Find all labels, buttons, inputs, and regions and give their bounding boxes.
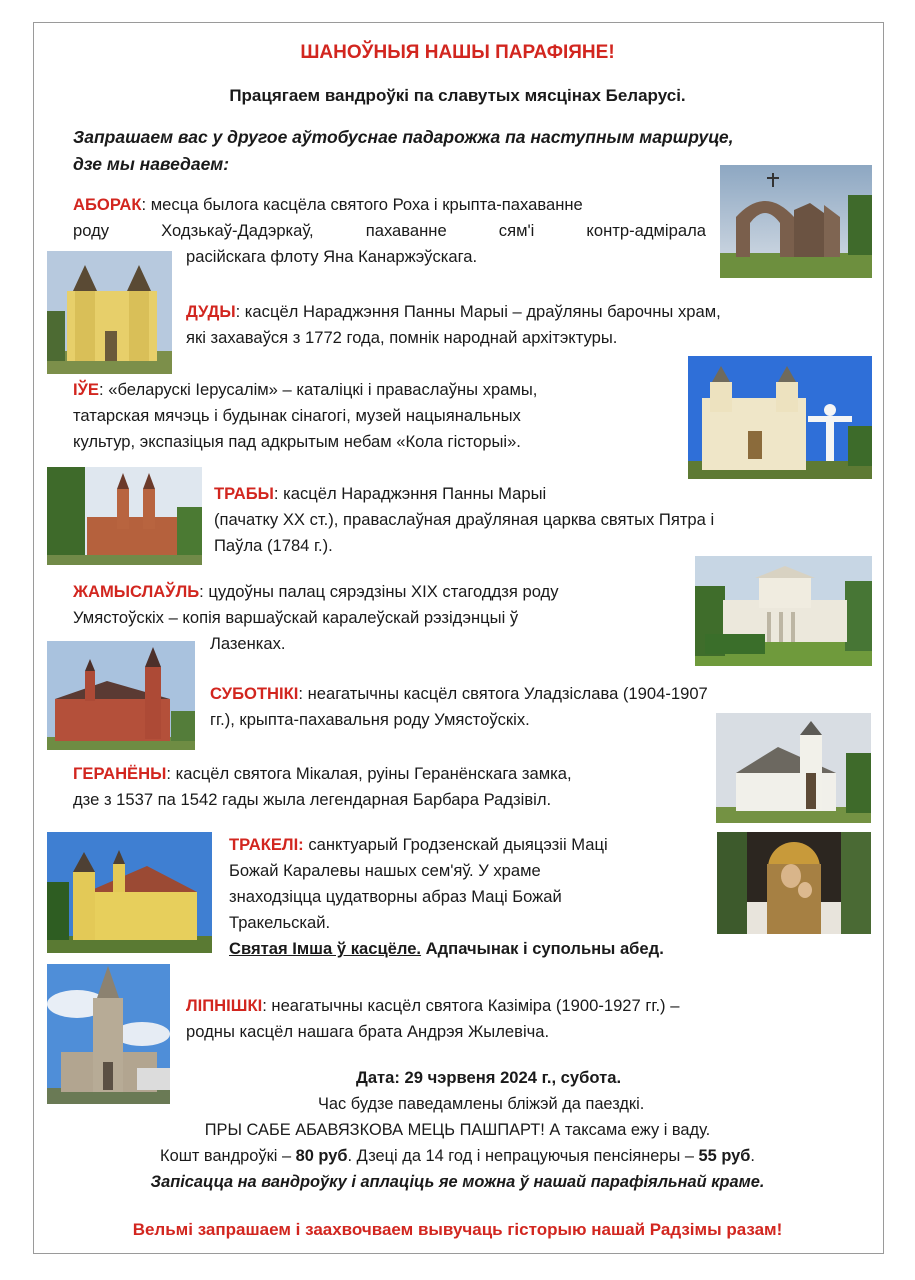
stop-name: ТРАБЫ <box>214 484 274 503</box>
subtitle: Працягаем вандроўкі па славутых мясцінах Беларусі. <box>229 86 686 105</box>
stop-name: ЖАМЫСЛАЎЛЬ <box>73 582 200 601</box>
stop-name: АБОРАК <box>73 195 142 214</box>
stop-aborak-line-3: расійскага флоту Яна Канаржэўскага. <box>186 247 478 266</box>
mass-note: Святая Імша ў касцёле. <box>229 939 422 958</box>
stop-name: ТРАКЕЛІ: <box>229 835 304 854</box>
stop-text: Тракельскай. <box>229 913 331 932</box>
photo-trakeli-icon <box>717 832 871 934</box>
stop-text: : цудоўны палац сярэдзіны XIX стагоддзя роду <box>199 582 559 601</box>
intro-line-2: дзе мы наведаем: <box>73 154 230 174</box>
photo-traby-church <box>47 467 202 565</box>
stop-text: родны касцёл нашага брата Андрэя Жылевіча. <box>186 1022 550 1041</box>
stop-text: роду Ходзькаў-Дадэркаў, пахаванне сям'і контр-адмірала <box>73 221 706 240</box>
stop-aborak <box>73 192 706 244</box>
stop-name: СУБОТНІКІ <box>210 684 299 703</box>
stop-dudy <box>186 299 856 351</box>
photo-geraneny-church <box>716 713 871 823</box>
stop-text: Паўла (1784 г.). <box>214 536 333 555</box>
stop-text: які захаваўся з 1772 года, помнік народнай архітэктуры. <box>186 328 618 347</box>
meal-note: Адпачынак і супольны абед. <box>421 939 664 958</box>
photo-trakeli-church <box>47 832 212 953</box>
stop-text: : касцёл Нараджэння Панны Марыі – драўляны барочны храм, <box>235 302 721 321</box>
photo-subotniki-church <box>47 641 195 750</box>
stop-name: ДУДЫ <box>186 302 236 321</box>
stop-text: дзе з 1537 па 1542 гады жыла легендарная Барбара Радзівіл. <box>73 790 552 809</box>
cost-text: Кошт вандроўкі – <box>160 1147 296 1165</box>
stop-geraneny <box>73 761 703 813</box>
stop-text: : месца былога касцёла святого Роха і крыпта-пахаванне <box>141 195 583 214</box>
stop-text: Умястоўскіх – копія варшаўскай каралеўскай рэзідэнцыі ў <box>73 608 519 627</box>
stop-name: ІЎЕ <box>73 380 100 399</box>
photo-iwye-church <box>688 356 872 479</box>
cost-text: . <box>750 1147 755 1165</box>
stop-trakeli <box>229 832 702 962</box>
photo-zhamyslaul-palace <box>695 556 872 666</box>
signup-note: Запісацца на вандроўку і аплаціць яе можна ў нашай парафіяльнай краме. <box>150 1173 765 1191</box>
closing-line: Вельмі запрашаем і заахвочваем вывучаць гісторыю нашай Радзімы разам! <box>132 1220 783 1239</box>
stop-text: Божай Каралевы нашых сем'яў. У храме <box>229 861 541 880</box>
trip-date: Дата: 29 чэрвеня 2024 г., субота. <box>356 1068 622 1087</box>
stop-zhamyslaul <box>73 579 681 631</box>
stop-text: : неагатычны касцёл святога Казіміра (1900-1927 гг.) – <box>262 996 680 1015</box>
stop-text: : касцёл Нараджэння Панны Марыі <box>273 484 547 503</box>
stop-name: ЛІПНІШКІ <box>186 996 263 1015</box>
stop-text: культур, экспазіцыя пад адкрытым небам «Кола гісторыі». <box>73 432 521 451</box>
cost-text: . Дзеці да 14 год і непрацуючыя пенсіянеры – <box>347 1147 699 1165</box>
time-note: Час будзе паведамлены бліжэй да паездкі. <box>318 1095 645 1113</box>
photo-dudy-church <box>47 251 172 374</box>
stop-text: гг.), крыпта-пахавальня роду Умястоўскіх. <box>210 710 530 729</box>
stop-zhamyslaul-line-3: Лазенках. <box>210 634 286 653</box>
stop-text: (пачатку XX ст.), праваслаўная драўляная царква святых Пятра і <box>214 510 715 529</box>
stop-iwye <box>73 377 673 455</box>
stop-text: : касцёл святога Мікалая, руіны Геранёнскага замка, <box>166 764 572 783</box>
page-title: ШАНОЎНЫЯ НАШЫ ПАРАФІЯНЕ! <box>300 42 615 63</box>
stop-text: татарская мячэць і будынак сінагогі, музей нацыянальных <box>73 406 521 425</box>
photo-lipnishki-church <box>47 964 170 1104</box>
cost-reduced: 55 руб <box>698 1147 751 1165</box>
cost-note <box>0 1147 915 1166</box>
stop-lipnishki <box>186 993 858 1045</box>
cost-adult: 80 руб <box>295 1147 348 1165</box>
passport-note: ПРЫ САБЕ АБАВЯЗКОВА МЕЦЬ ПАШПАРТ! А таксама ежу і ваду. <box>204 1121 711 1139</box>
stop-name: ГЕРАНЁНЫ <box>73 764 167 783</box>
stop-text: знаходзіцца цудатворны абраз Маці Божай <box>229 887 562 906</box>
stop-text: : «беларускі Іерусалім» – каталіцкі і праваслаўны храмы, <box>99 380 538 399</box>
photo-aborak-arch <box>720 165 872 278</box>
stop-text: : неагатычны касцёл святога Уладзіслава (1904-1907 <box>298 684 708 703</box>
stop-traby <box>214 481 859 559</box>
intro-line-1: Запрашаем вас у другое аўтобуснае падарожжа па наступным маршруце, <box>73 127 734 147</box>
stop-text: санктуарый Гродзенскай дыяцэзіі Маці <box>303 835 608 854</box>
